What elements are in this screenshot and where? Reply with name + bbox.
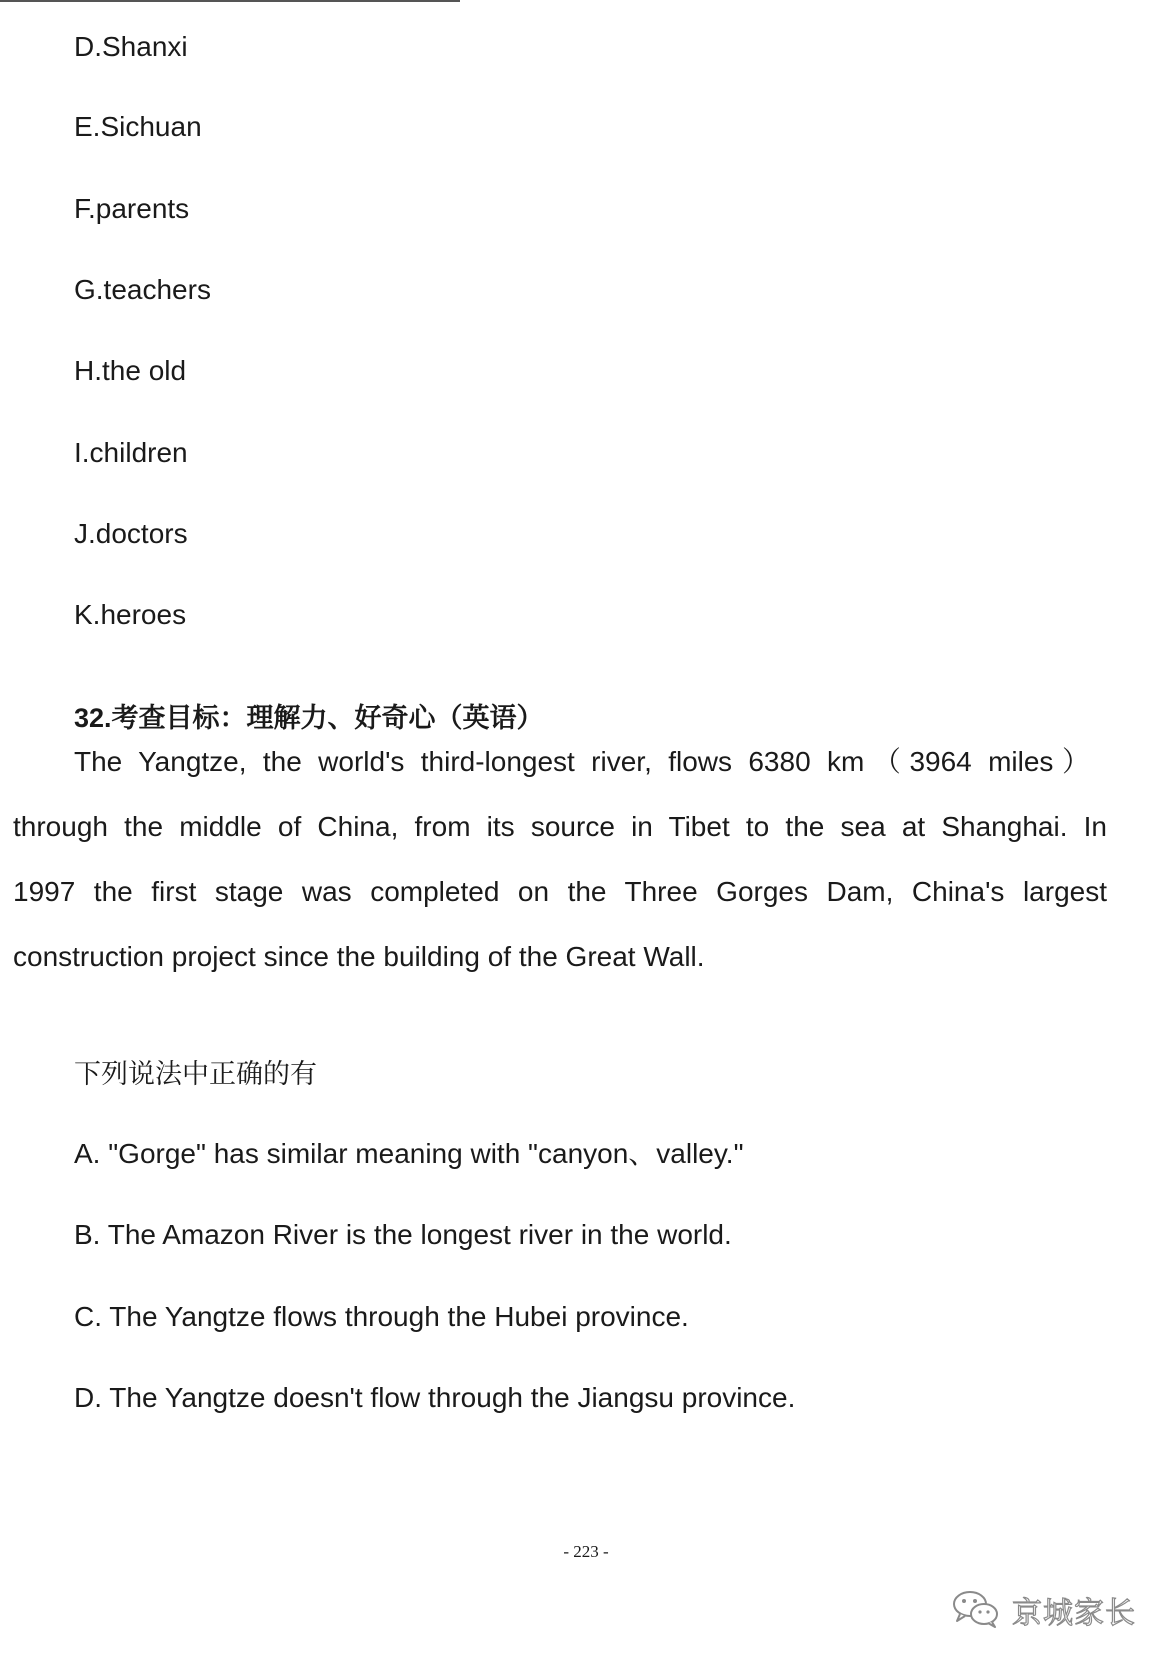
section-title: 考查目标：理解力、好奇心（英语） [111, 703, 544, 734]
page-number: - 223 - [563, 1542, 609, 1561]
option-g: G.teachers [74, 274, 211, 305]
question-prompt: 下列说法中正确的有 [74, 1059, 317, 1090]
passage-line-2: through the middle of China, from its source in Tibet to the sea at Shanghai. In [13, 811, 1107, 842]
answer-c: C. The Yangtze flows through the Hubei province. [74, 1301, 689, 1332]
passage-line-4: construction project since the building of the Great Wall. [13, 941, 705, 972]
section-number: 32. [74, 703, 112, 733]
option-e: E.Sichuan [74, 111, 202, 142]
passage-line-1: The Yangtze, the world's third-longest river, flows 6380 km（3964 miles） [74, 746, 1090, 777]
option-h: H.the old [74, 355, 187, 386]
wechat-icon [950, 1588, 1002, 1633]
option-k: K.heroes [74, 599, 187, 630]
answer-b: B. The Amazon River is the longest river in the world. [74, 1219, 732, 1250]
answer-a: A. "Gorge" has similar meaning with "canyon、valley." [74, 1138, 744, 1169]
watermark [950, 1588, 1150, 1632]
watermark-text: 京城家长 [1012, 1596, 1136, 1631]
top-rule [0, 0, 460, 2]
option-d: D.Shanxi [74, 31, 188, 62]
option-i: I.children [74, 437, 188, 468]
answer-d: D. The Yangtze doesn't flow through the Jiangsu province. [74, 1382, 796, 1413]
option-j: J.doctors [74, 518, 188, 549]
option-f: F.parents [74, 193, 190, 224]
passage-line-3: 1997 the first stage was completed on the Three Gorges Dam, China's largest [13, 876, 1107, 907]
section-heading [74, 700, 544, 737]
